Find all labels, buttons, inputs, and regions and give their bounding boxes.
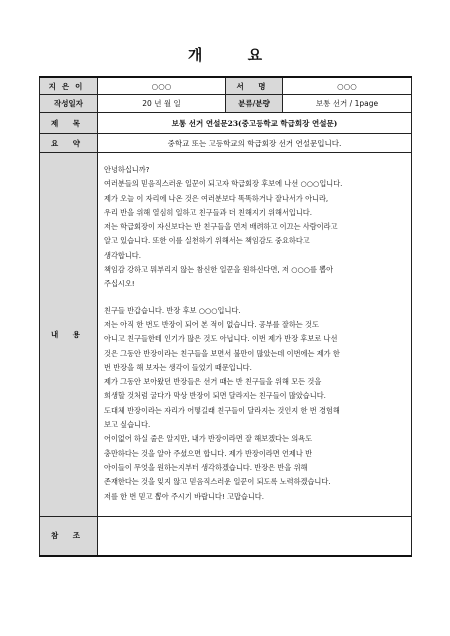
text-line: 어이없어 하실 줄은 알지만, 내가 반장이라면 잘 해보겠다는 의욕도 [104, 434, 313, 444]
text-line: 책임감 강하고 뭐부리지 않는 참신한 일꾼을 원하신다면, 저 ○○○를 뽑아 [104, 265, 334, 275]
text-line: 우리 반을 위해 열심히 일하고 친구들과 더 친해지기 위해서입니다. [104, 207, 313, 217]
subject-label: 제 목 [40, 113, 98, 134]
text-line: 번 반장을 해 보자는 생각이 들었기 때문입니다. [104, 362, 252, 372]
text-line: 희생할 것처럼 굴다가 막상 반장이 되면 달라지는 친구들이 많았습니다. [104, 391, 326, 401]
content-row [40, 153, 412, 517]
summary-value: 중학교 또는 고등학교의 학급회장 선거 연설문입니다. [98, 134, 412, 153]
text-line: 안녕하십니까? [104, 165, 150, 174]
summary-row [40, 134, 412, 153]
content-body [98, 153, 412, 517]
paragraph-1 [104, 163, 405, 292]
overview-table [39, 76, 412, 557]
subject-row [40, 113, 412, 134]
paragraph-2 [104, 304, 405, 504]
text-line: 존재한다는 것을 잊지 않고 믿음직스러운 일꾼이 되도록 노력하겠습니다. [104, 477, 331, 487]
text-line: 충만하다는 것을 알아 주셨으면 합니다. 제가 반장이라면 언제나 반 [104, 448, 313, 458]
text-line: 것은 그동안 반장이라는 친구들을 보면서 불만이 많았는데 이번에는 제가 한 [104, 348, 340, 358]
text-line: 주십시오! [104, 279, 135, 289]
text-line: 저는 아직 한 번도 반장이 되어 본 적이 없습니다. 공부를 잘하는 것도 [104, 319, 319, 329]
author-row [40, 77, 412, 95]
author-label: 지은이 [40, 77, 98, 95]
text-line: 알고 있습니다. 또한 이를 실천하기 위해서는 책임감도 중요하다고 [104, 236, 310, 246]
text-line: 저를 한 번 믿고 뽑아 주시기 바랍니다! 고맙습니다. [104, 491, 265, 501]
text-line: 저는 학급회장이 자신보다는 반 친구들을 먼저 배려하고 이끄는 사람이라고 [104, 222, 338, 232]
text-line: 친구들 반갑습니다. 반장 후보 ○○○입니다. [104, 305, 241, 315]
date-row [40, 95, 412, 113]
content-label: 내 용 [40, 153, 98, 517]
text-line: 아니고 친구들한테 인기가 많은 것도 아닙니다. 이번 제가 반장 후보로 나선 [104, 334, 338, 344]
author-value: ○○○ [98, 77, 226, 95]
reference-label: 참 조 [40, 516, 98, 556]
text-line: 보고 싶습니다. [104, 420, 151, 430]
reference-row [40, 516, 412, 556]
signature-label: 서 명 [226, 77, 283, 95]
reference-value [98, 516, 412, 556]
subject-value: 보통 선거 연설문23(중고등학교 학급회장 연설문) [98, 113, 412, 134]
date-value: 20 년 월 일 [98, 95, 226, 113]
date-label: 작성일자 [40, 95, 98, 113]
category-value: 보통 선거 / 1page [283, 95, 412, 113]
text-line: 생각합니다. [104, 250, 142, 260]
signature-value: ○○○ [283, 77, 412, 95]
text-line: 제가 오늘 이 자리에 나온 것은 여러분보다 똑똑하거나 잘나서가 아니라, [104, 193, 329, 203]
text-line: 제가 그동안 보아왔던 반장들은 선거 때는 반 친구들을 위해 모든 것을 [104, 377, 322, 387]
page-title: 개 요 [187, 46, 283, 64]
category-label: 분류/분량 [226, 95, 283, 113]
text-line: 도대체 반장이라는 자리가 어떻길래 친구들이 달라지는 것인지 한 번 경험해 [104, 405, 340, 415]
text-line: 여러분들의 믿음직스러운 일꾼이 되고자 학급회장 후보에 나선 ○○○입니다. [104, 179, 343, 189]
summary-label: 요 약 [40, 134, 98, 153]
text-line: 아이들이 무엇을 원하는지부터 생각하겠습니다. 반장은 반을 위해 [104, 462, 308, 472]
